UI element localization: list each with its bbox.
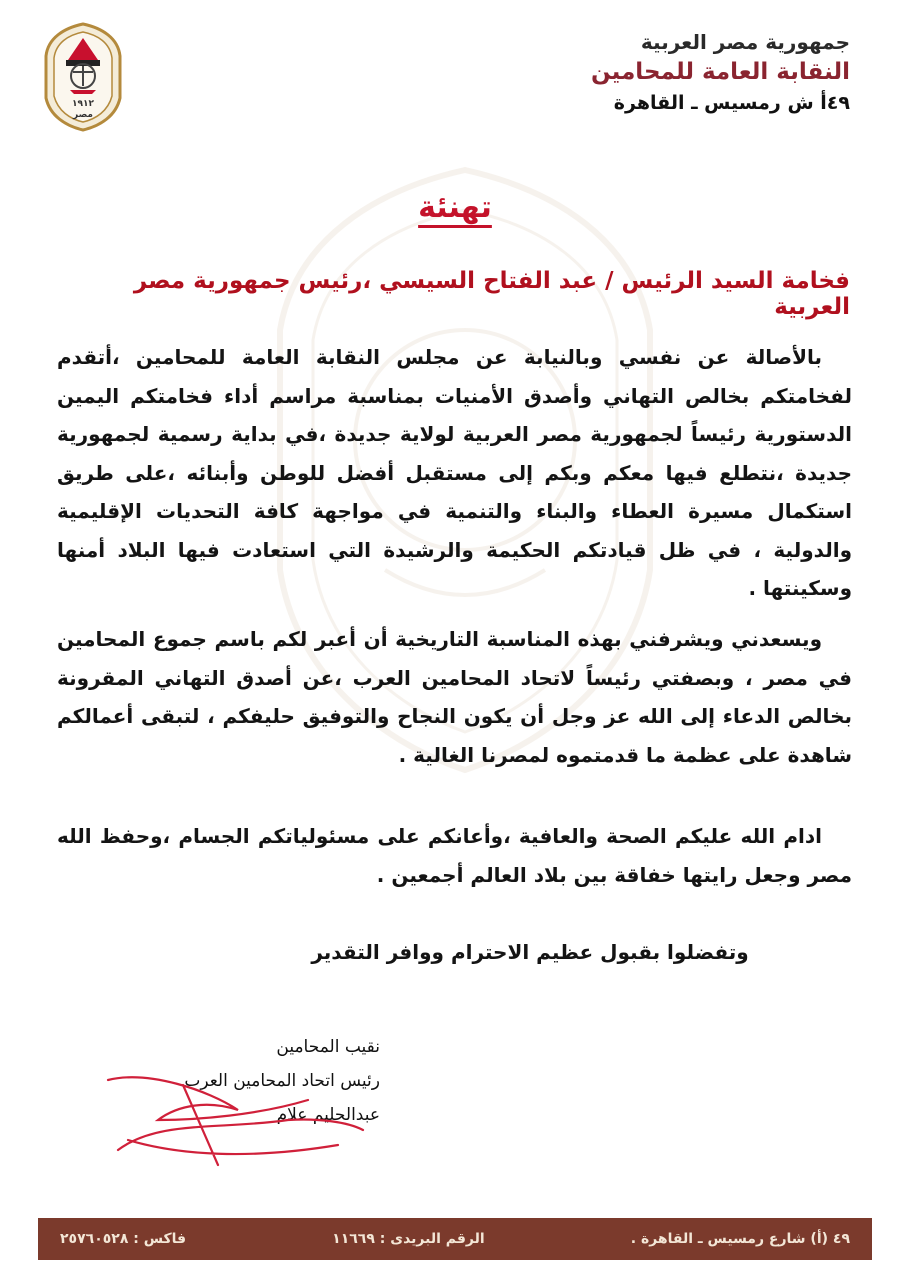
letter-footer — [38, 1218, 872, 1260]
logo-country: مصر — [72, 110, 94, 120]
letterhead-syndicate: النقابة العامة للمحامين — [590, 59, 850, 85]
logo-year: ١٩١٢ — [72, 99, 94, 109]
letter-title-text: تهنئة — [418, 190, 492, 225]
paragraph-1: بالأصالة عن نفسي وبالنيابة عن مجلس النقابة العامة للمحامين ،أتقدم لفخامتكم بخالص التهاني وأصدق الأمنيات بمناسبة مراسم أداء فخامتكم اليمين الدستورية رئيساً لجمهورية مصر العربية لولاية جديدة ،في بداية رسمية لجمهورية جديدة ،نتطلع فيها معكم وبكم إلى مستقبل أفضل للوطن وأبنائه ،على طريق استكمال مسيرة العطاء والبناء والتنمية في مواجهة كافة التحديات الإقليمية والدولية ، في ظل قيادتكم الحكيمة والرشيدة التي استعادت فيها البلاد أمنها وسكينتها . — [57, 345, 852, 600]
signature-role: رئيس اتحاد المحامين العرب — [184, 1071, 380, 1091]
closing-line: وتفضلوا بقبول عظيم الاحترام ووافر التقدير — [311, 940, 749, 964]
handwritten-signature — [88, 1060, 368, 1170]
paragraph-3: ادام الله عليكم الصحة والعافية ،وأعانكم على مسئولياتكم الجسام ،وحفظ الله مصر وجعل رايتها خفاقة بين بلاد العالم أجمعين . — [57, 824, 852, 887]
paragraph-2: ويسعدني ويشرفني بهذه المناسبة التاريخية أن أعبر لكم باسم جموع المحامين في مصر ، وبصفتي رئيساً لاتحاد المحامين العرب ،عن أصدق التهاني المقرونة بخالص الدعاء إلى الله عز وجل أن يكون النجاح والتوفيق حليفكم ، لتبقى أعمالكم شاهدة على عظمة ما قدمتموه لمصرنا الغالية . — [57, 627, 852, 767]
addressee: فخامة السيد الرئيس / عبد الفتاح السيسي ،رئيس جمهورية مصر العربية — [133, 268, 850, 320]
footer-fax: فاكس : ٢٥٧٦٠٥٢٨ — [60, 1231, 187, 1247]
signature-title: نقيب المحامين — [276, 1037, 380, 1057]
letterhead-address: ٤٩أ ش رمسيس ـ القاهرة — [613, 92, 850, 114]
signature-name: عبدالحليم علام — [276, 1105, 380, 1125]
letter-title — [0, 190, 910, 225]
footer-postal: الرقم البريدى : ١١٦٦٩ — [332, 1231, 485, 1247]
syndicate-logo-icon — [42, 20, 124, 132]
letterhead-country: جمهورية مصر العربية — [640, 30, 850, 54]
letterhead — [591, 28, 850, 118]
footer-address: ٤٩ (أ) شارع رمسيس ـ القاهرة . — [630, 1231, 850, 1247]
